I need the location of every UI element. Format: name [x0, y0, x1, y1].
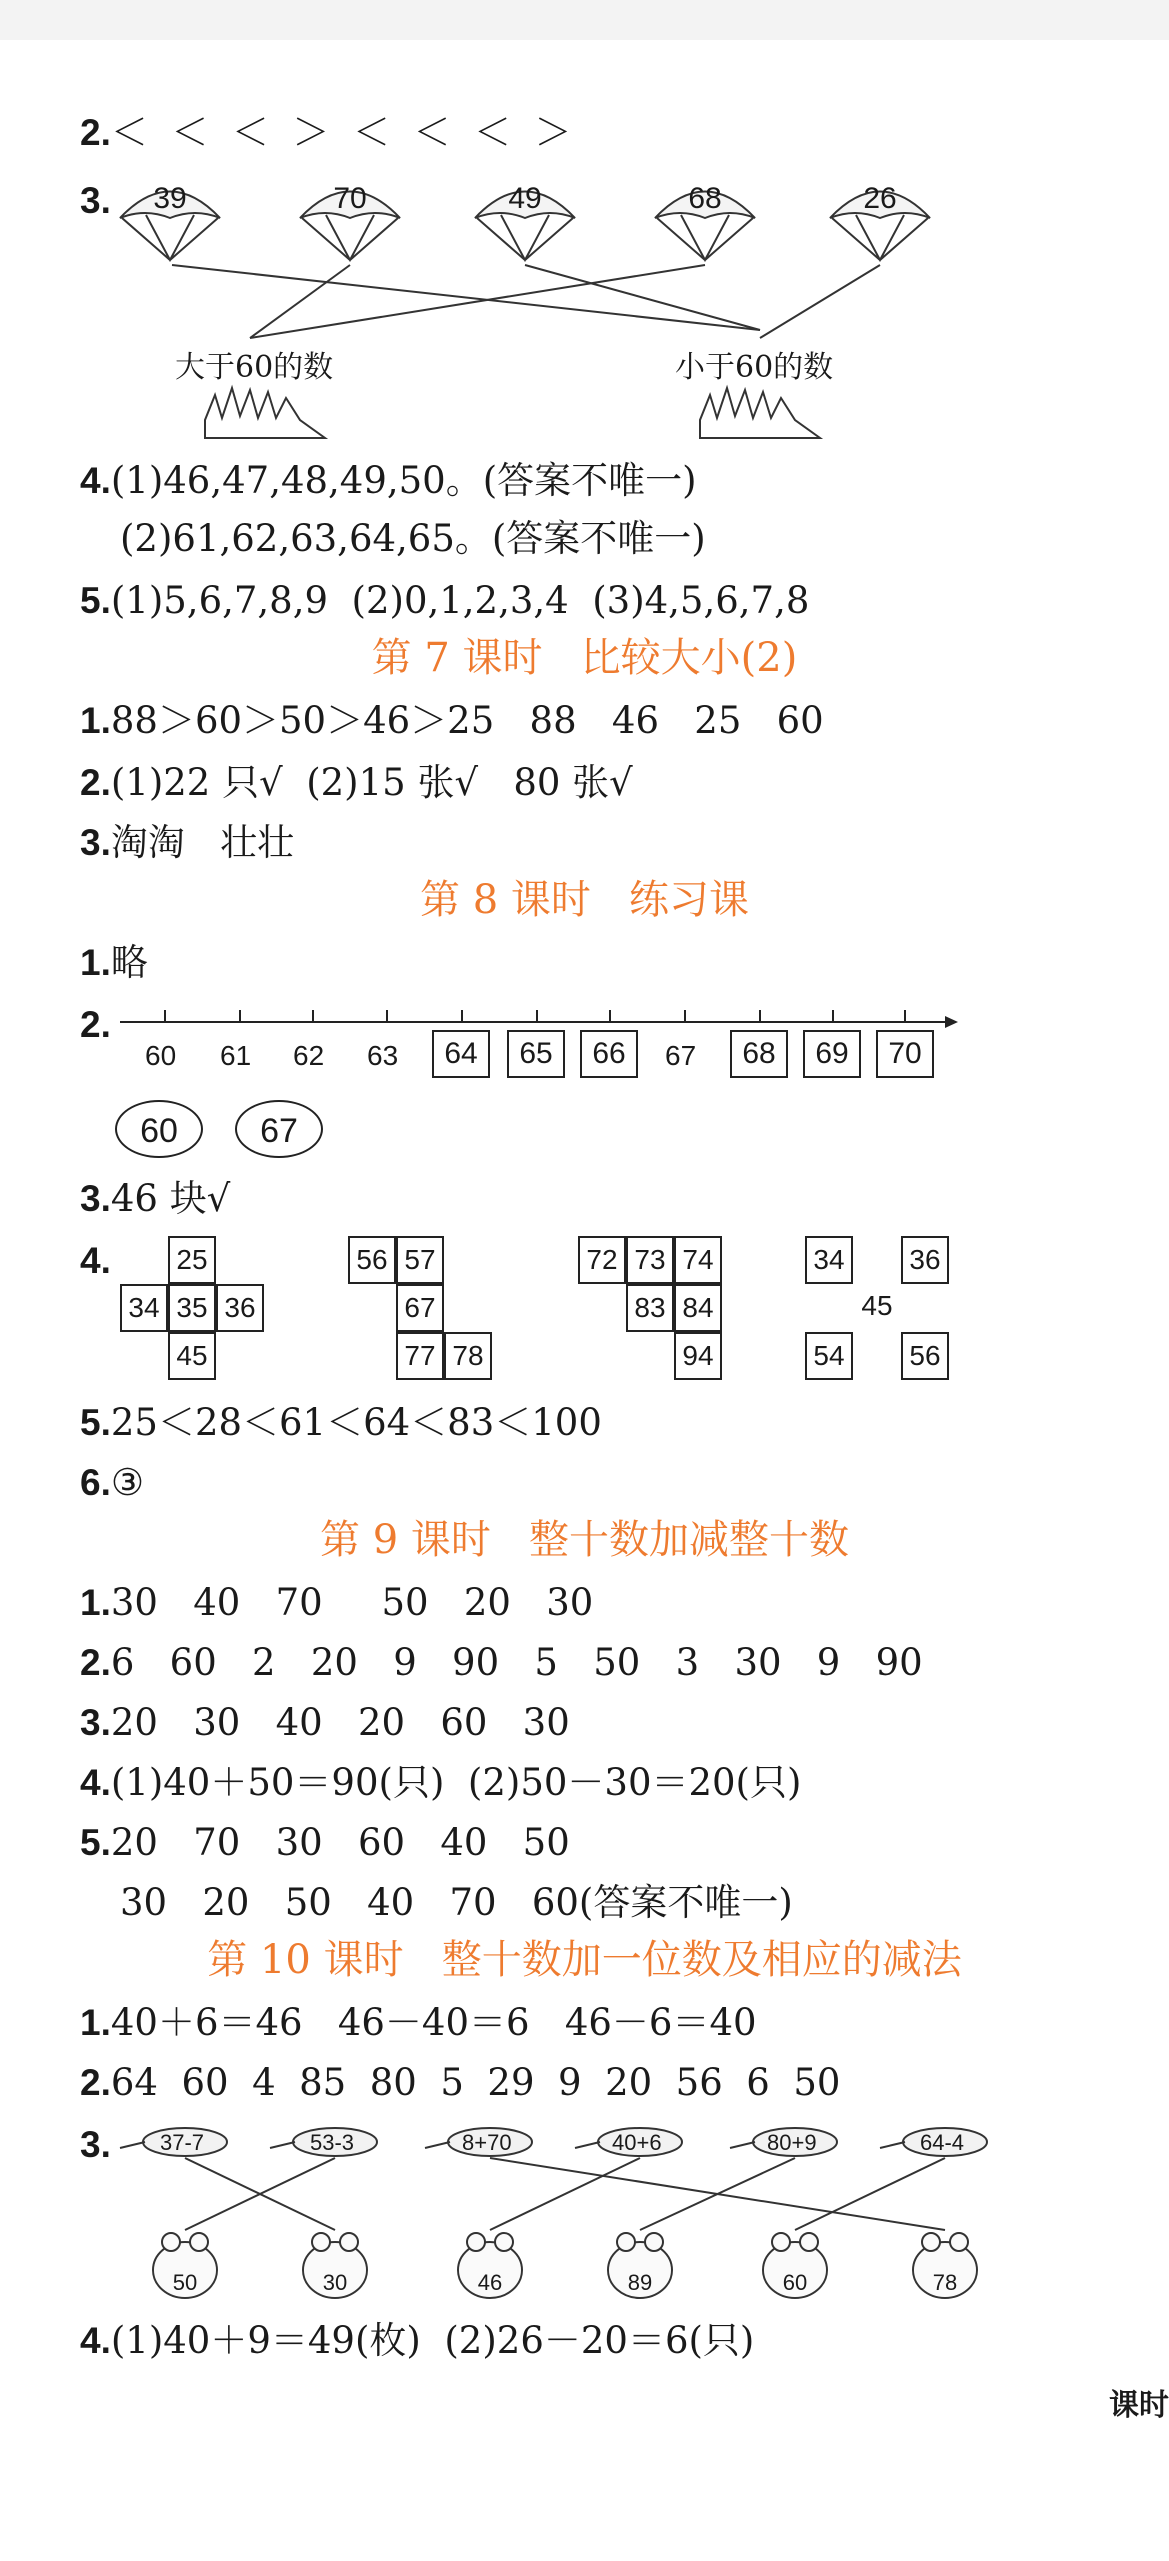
q2-text: ＜ ＜ ＜ ＞ ＜ ＜ ＜ ＞: [110, 111, 572, 154]
s9-q2: 2.6 60 2 20 9 90 5 50 3 30 9 90: [80, 1641, 923, 1684]
leaf-expression: 64-4: [920, 2130, 965, 2155]
parachute: 39: [153, 182, 187, 215]
s7-q3: 3.淘淘 壮壮: [80, 821, 295, 864]
greater-than-60-label: 大于60的数: [175, 350, 334, 385]
tick-label: 62: [293, 1040, 325, 1071]
q3-label: 3.: [80, 180, 111, 221]
boxed-tick: 64: [432, 1030, 490, 1078]
grid-cell: 78: [444, 1332, 492, 1380]
circled-number: 60: [115, 1100, 203, 1158]
grid-cell: 94: [674, 1332, 722, 1380]
leaf-expression: 8+70: [462, 2130, 512, 2155]
parachute: 70: [333, 182, 367, 215]
grid-cell: 54: [805, 1332, 853, 1380]
parachute: 68: [688, 182, 722, 215]
section-title-9: 第 9 课时 整十数加减整十数: [319, 1517, 850, 1563]
section-title-7: 第 7 课时 比较大小(2): [371, 635, 798, 681]
s10-q3-label: 3.: [80, 2124, 111, 2165]
tick-label: 63: [367, 1040, 399, 1071]
q2-line: [80, 111, 572, 154]
leaf-expression: 37-7: [160, 2130, 205, 2155]
grid-cell: 36: [216, 1284, 264, 1332]
s7-q2: 2.(1)22 只√ (2)15 张√ 80 张√: [80, 761, 633, 804]
grid-cell: 25: [168, 1236, 216, 1284]
grid-cell: 84: [674, 1284, 722, 1332]
s8-q2-label: 2.: [80, 1004, 111, 1045]
corner-label: 课时: [1109, 2388, 1169, 2423]
grid-cell: 73: [626, 1236, 674, 1284]
grid-cell: 72: [578, 1236, 626, 1284]
grid-cell: 74: [674, 1236, 722, 1284]
s8-q1: 1.略: [80, 941, 148, 984]
parachute: 49: [508, 182, 542, 215]
s10-q2: 2.64 60 4 85 80 5 29 9 20 56 6 50: [80, 2061, 841, 2104]
boxed-tick: 66: [580, 1030, 638, 1078]
section-title-8: 第 8 课时 练习课: [419, 877, 750, 923]
grid-cell: 77: [396, 1332, 444, 1380]
tick-label: 60: [145, 1040, 177, 1071]
boxed-tick: 69: [803, 1030, 861, 1078]
grid-cell: 83: [626, 1284, 674, 1332]
s8-q5: 5.25＜28＜61＜64＜83＜100: [80, 1401, 602, 1444]
grid-cell: 56: [348, 1236, 396, 1284]
q5-line: 5.(1)5,6,7,8,9 (2)0,1,2,3,4 (3)4,5,6,7,8: [80, 579, 810, 622]
s8-q6: 6.③: [80, 1461, 145, 1504]
grid-cell: 36: [901, 1236, 949, 1284]
s9-q3: 3.20 30 40 20 60 30: [80, 1701, 570, 1744]
s9-q1: 1.30 40 70 50 20 30: [80, 1581, 594, 1624]
boxed-tick: 70: [876, 1030, 934, 1078]
boxed-tick: 68: [730, 1030, 788, 1078]
tick-label: 61: [220, 1040, 252, 1071]
leaf-expression: 40+6: [612, 2130, 662, 2155]
s8-q4-label: 4.: [80, 1240, 111, 1281]
s9-q5b: 30 20 50 40 70 60(答案不唯一): [120, 1881, 793, 1924]
frog: 89: [627, 2270, 653, 2295]
parachute: 26: [863, 182, 897, 215]
top-band: [0, 0, 1169, 40]
s7-q1: 1.88＞60＞50＞46＞25 88 46 25 60: [80, 699, 824, 742]
grid-cell: 35: [168, 1284, 216, 1332]
grid-cell: 57: [396, 1236, 444, 1284]
frog: 30: [322, 2270, 348, 2295]
s9-q5: 5.20 70 30 60 40 50: [80, 1821, 570, 1864]
grid-cell: 34: [805, 1236, 853, 1284]
q4b-line: (2)61,62,63,64,65。(答案不唯一): [120, 517, 706, 560]
frog: 60: [782, 2270, 808, 2295]
grid-cell: 67: [396, 1284, 444, 1332]
grid-cell: 56: [901, 1332, 949, 1380]
s10-q4: 4.(1)40＋9＝49(枚) (2)26－20＝6(只): [80, 2319, 755, 2362]
frog: 78: [932, 2270, 958, 2295]
s10-q1: 1.40＋6＝46 46－40＝6 46－6＝40: [80, 2001, 757, 2044]
tick-label: 67: [665, 1040, 697, 1071]
frog: 46: [477, 2270, 503, 2295]
q2-number: 2.: [80, 112, 111, 153]
q4a-line: 4.(1)46,47,48,49,50。(答案不唯一): [80, 459, 697, 502]
leaf-expression: 80+9: [767, 2130, 817, 2155]
section-title-10: 第 10 课时 整十数加一位数及相应的减法: [207, 1937, 962, 1983]
s9-q4: 4.(1)40＋50＝90(只) (2)50－30＝20(只): [80, 1761, 802, 1804]
less-than-60-label: 小于60的数: [675, 350, 834, 385]
circled-number: 67: [235, 1100, 323, 1158]
s8-q3: 3.46 块√: [80, 1177, 231, 1220]
grid-cell: 34: [120, 1284, 168, 1332]
grid-value: 45: [861, 1290, 893, 1321]
grid-cell: 45: [168, 1332, 216, 1380]
boxed-tick: 65: [507, 1030, 565, 1078]
frog: 50: [172, 2270, 198, 2295]
leaf-expression: 53-3: [310, 2130, 355, 2155]
